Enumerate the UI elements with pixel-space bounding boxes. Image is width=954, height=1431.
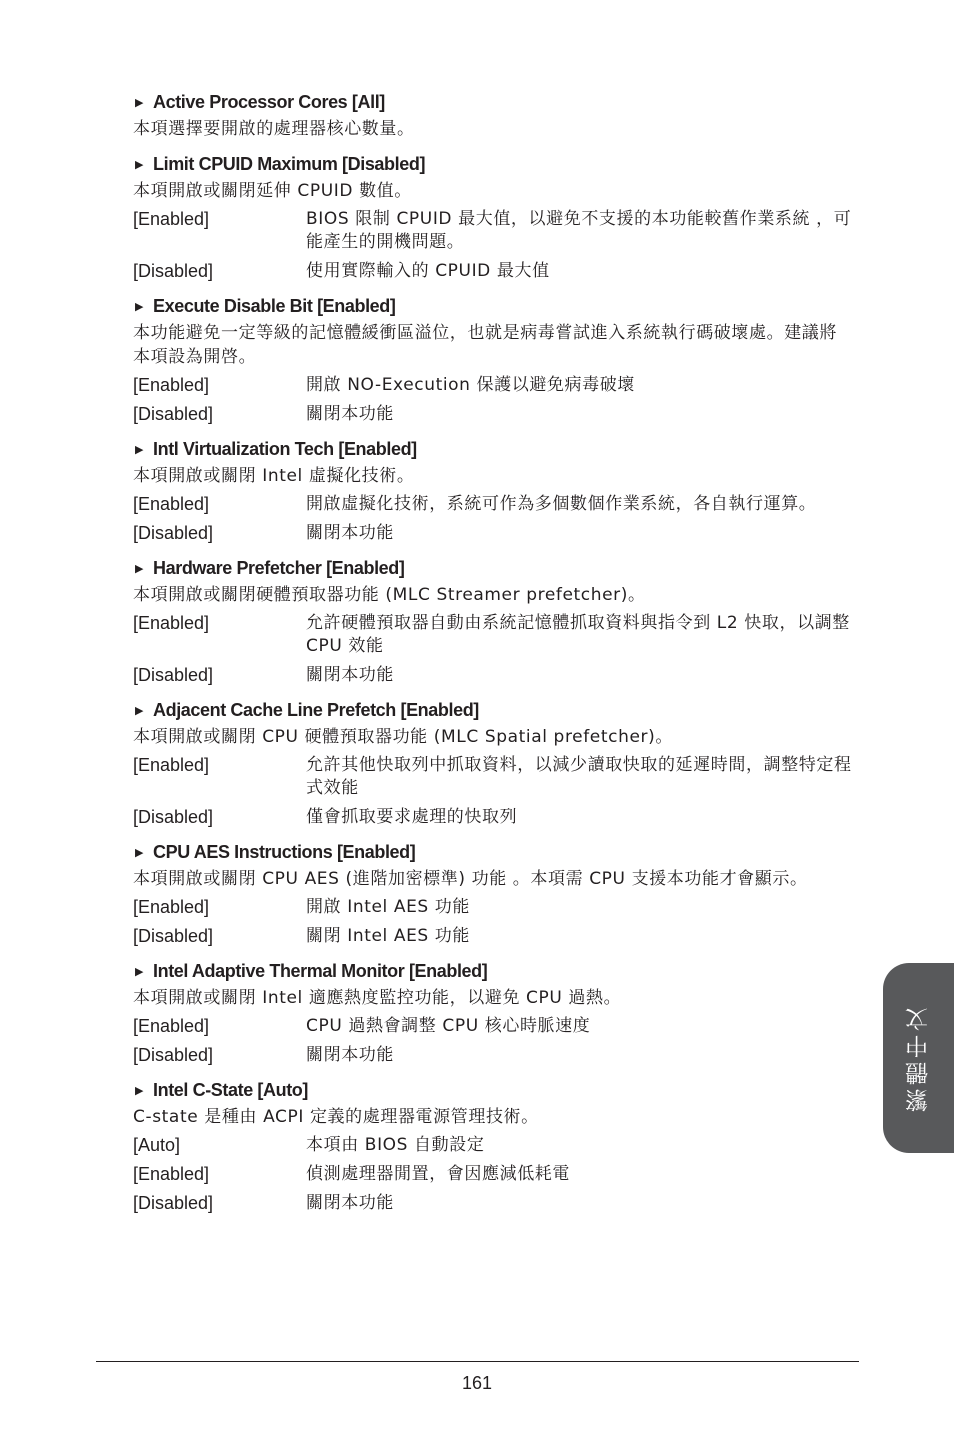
setting-description: 本項開啟或關閉 CPU AES (進階加密標準) 功能 。本項需 CPU 支援本功能才會顯示。 bbox=[133, 869, 808, 889]
triangle-right-icon: ▶ bbox=[135, 562, 144, 575]
setting-description: 本項開啟或關閉硬體預取器功能 (MLC Streamer prefetcher)。 bbox=[133, 585, 646, 605]
option-key: [Auto] bbox=[133, 1135, 181, 1155]
option-key: [Disabled] bbox=[133, 523, 214, 543]
option-key: [Enabled] bbox=[133, 494, 210, 514]
option-key: [Enabled] bbox=[133, 375, 210, 395]
option-row bbox=[133, 806, 863, 829]
footer-divider bbox=[96, 1361, 859, 1362]
setting-section bbox=[133, 1078, 863, 1215]
setting-heading bbox=[133, 556, 863, 580]
option-row bbox=[133, 754, 863, 800]
triangle-right-icon: ▶ bbox=[135, 1084, 144, 1097]
option-key: [Enabled] bbox=[133, 1164, 210, 1184]
language-tab-label: 繁體中文 bbox=[905, 1004, 932, 1112]
setting-section bbox=[133, 840, 863, 948]
setting-description: 本功能避免一定等級的記憶體緩衝區溢位，也就是病毒嘗試進入系統執行碼破壞處。建議將本項設為開啓。 bbox=[133, 323, 837, 367]
setting-heading bbox=[133, 294, 863, 318]
option-value: 關閉本功能 bbox=[306, 665, 394, 685]
option-key: [Disabled] bbox=[133, 261, 214, 281]
setting-title: Intl Virtualization Tech [Enabled] bbox=[153, 438, 417, 459]
setting-heading bbox=[133, 1078, 863, 1102]
setting-title: Intel Adaptive Thermal Monitor [Enabled] bbox=[153, 960, 488, 981]
option-value: 使用實際輸入的 CPUID 最大值 bbox=[306, 261, 550, 281]
triangle-right-icon: ▶ bbox=[135, 846, 144, 859]
setting-section bbox=[133, 959, 863, 1067]
setting-heading bbox=[133, 437, 863, 461]
setting-heading bbox=[133, 90, 863, 114]
option-key: [Disabled] bbox=[133, 1045, 214, 1065]
option-key: [Disabled] bbox=[133, 404, 214, 424]
setting-heading bbox=[133, 152, 863, 176]
manual-content bbox=[133, 90, 863, 1226]
language-tab bbox=[883, 963, 954, 1153]
setting-title: Execute Disable Bit [Enabled] bbox=[153, 295, 396, 316]
option-value: 本項由 BIOS 自動設定 bbox=[306, 1135, 485, 1155]
option-value: BIOS 限制 CPUID 最大值，以避免不支援的本功能較舊作業系統 ，可能產生的開機問題。 bbox=[306, 209, 852, 252]
setting-heading bbox=[133, 698, 863, 722]
option-value: 允許其他快取列中抓取資料，以減少讀取快取的延遲時間，調整特定程式效能 bbox=[306, 755, 852, 798]
option-key: [Enabled] bbox=[133, 897, 210, 917]
option-value: 偵測處理器閒置，會因應減低耗電 bbox=[306, 1164, 570, 1184]
page-number: 161 bbox=[461, 1373, 493, 1393]
triangle-right-icon: ▶ bbox=[135, 96, 144, 109]
triangle-right-icon: ▶ bbox=[135, 443, 144, 456]
option-row bbox=[133, 374, 863, 397]
option-key: [Disabled] bbox=[133, 1193, 214, 1213]
option-row bbox=[133, 403, 863, 426]
setting-section bbox=[133, 437, 863, 545]
option-row bbox=[133, 1015, 863, 1038]
setting-title: Limit CPUID Maximum [Disabled] bbox=[153, 153, 426, 174]
setting-description: 本項開啟或關閉 Intel 適應熱度監控功能，以避免 CPU 過熱。 bbox=[133, 988, 622, 1008]
option-value: 開啟 Intel AES 功能 bbox=[306, 897, 471, 917]
option-row bbox=[133, 896, 863, 919]
option-key: [Enabled] bbox=[133, 1016, 210, 1036]
option-row bbox=[133, 1163, 863, 1186]
setting-description: 本項開啟或關閉延伸 CPUID 數值。 bbox=[133, 181, 412, 201]
option-row bbox=[133, 1044, 863, 1067]
option-value: CPU 過熱會調整 CPU 核心時脈速度 bbox=[306, 1016, 591, 1036]
setting-section bbox=[133, 90, 863, 141]
setting-description: 本項選擇要開啟的處理器核心數量。 bbox=[133, 119, 415, 139]
option-value: 關閉本功能 bbox=[306, 523, 394, 543]
option-value: 關閉本功能 bbox=[306, 404, 394, 424]
setting-title: Adjacent Cache Line Prefetch [Enabled] bbox=[153, 699, 479, 720]
option-row bbox=[133, 260, 863, 283]
setting-description: C-state 是種由 ACPI 定義的處理器電源管理技術。 bbox=[133, 1107, 539, 1127]
option-row bbox=[133, 1192, 863, 1215]
option-value: 關閉 Intel AES 功能 bbox=[306, 926, 471, 946]
option-row bbox=[133, 208, 863, 254]
option-key: [Enabled] bbox=[133, 755, 210, 775]
option-value: 開啟 NO-Execution 保護以避免病毒破壞 bbox=[306, 375, 635, 395]
setting-section bbox=[133, 556, 863, 687]
option-key: [Enabled] bbox=[133, 209, 210, 229]
setting-heading bbox=[133, 959, 863, 983]
option-value: 關閉本功能 bbox=[306, 1045, 394, 1065]
setting-heading bbox=[133, 840, 863, 864]
option-key: [Disabled] bbox=[133, 807, 214, 827]
option-row bbox=[133, 522, 863, 545]
option-row bbox=[133, 925, 863, 948]
option-value: 允許硬體預取器自動由系統記憶體抓取資料與指令到 L2 快取，以調整 CPU 效能 bbox=[306, 613, 850, 656]
setting-title: Active Processor Cores [All] bbox=[153, 91, 385, 112]
setting-title: Hardware Prefetcher [Enabled] bbox=[153, 557, 405, 578]
option-row bbox=[133, 1134, 863, 1157]
setting-description: 本項開啟或關閉 Intel 虛擬化技術。 bbox=[133, 466, 415, 486]
option-key: [Disabled] bbox=[133, 926, 214, 946]
setting-description: 本項開啟或關閉 CPU 硬體預取器功能 (MLC Spatial prefetcher)。 bbox=[133, 727, 673, 747]
setting-section bbox=[133, 698, 863, 829]
setting-title: Intel C-State [Auto] bbox=[153, 1079, 308, 1100]
option-row bbox=[133, 664, 863, 687]
triangle-right-icon: ▶ bbox=[135, 300, 144, 313]
option-value: 僅會抓取要求處理的快取列 bbox=[306, 807, 518, 827]
triangle-right-icon: ▶ bbox=[135, 158, 144, 171]
setting-section bbox=[133, 152, 863, 283]
option-key: [Enabled] bbox=[133, 613, 210, 633]
option-row bbox=[133, 493, 863, 516]
option-key: [Disabled] bbox=[133, 665, 214, 685]
setting-title: CPU AES Instructions [Enabled] bbox=[153, 841, 416, 862]
setting-section bbox=[133, 294, 863, 426]
triangle-right-icon: ▶ bbox=[135, 965, 144, 978]
option-row bbox=[133, 612, 863, 658]
option-value: 開啟虛擬化技術，系統可作為多個數個作業系統，各自執行運算。 bbox=[306, 494, 817, 514]
triangle-right-icon: ▶ bbox=[135, 704, 144, 717]
option-value: 關閉本功能 bbox=[306, 1193, 394, 1213]
